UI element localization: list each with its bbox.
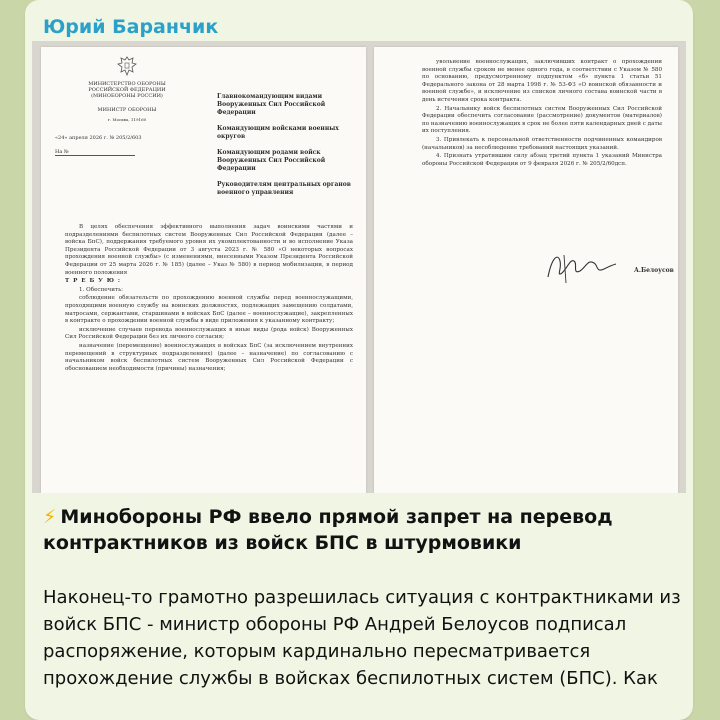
document-page-1 [41,47,366,493]
command-heading: Т Р Е Б У Ю : [65,278,121,285]
minister-title: МИНИСТР ОБОРОНЫ [97,107,157,113]
paragraph: увольнение военнослужащих, заключивших контракт о прохождении военной службы сроком не менее одного года, в соответствии с Указом № 580 по основанию, предусмотренному подпунктом «б» пункта 1 статьи 51 Федерального закона от 28 марта 1998 г. № 53-ФЗ «О воинской обязанности и военной службе», и исключение из списков личного состава воинской части в день истечения срока контракта. [422,59,662,103]
ministry-name: МИНИСТЕРСТВО ОБОРОНЫ РОССИЙСКОЙ ФЕДЕРАЦИИ (МИНОБОРОНЫ РОССИИ) [88,81,166,99]
message-bubble [25,0,693,720]
paragraph: 3. Привлекать к персональной ответственности подчиненных командиров (начальников) за несоблюдение требований настоящих указаний. [422,136,662,151]
paragraph: назначение (перемещение) военнослужащих в войсках БпС (за исключением внутренних перемещений в структурных подразделениях) (далее – назначение) по согласованию с начальником войск беспилотных систем Вооруженных Сил Российской Федерации с обоснованием необходимости (причины) назначения; [65,342,353,372]
post-headline [43,504,673,556]
lightning-icon: ⚡ [43,506,57,528]
document-body-right [422,59,662,169]
headline-text: Минобороны РФ ввело прямой запрет на перевод контрактников из войск БПС в штурмовики [43,506,613,554]
addressee: Главнокомандующим видами Вооруженных Сил Российской Федерации [217,93,326,116]
signer-name: А.Белоусов [634,267,674,274]
document-date-number: «24» апреля 2026 г. № 205/2/603 [55,135,142,141]
addressee: Командующим родами войск Вооруженных Сил Российской Федерации [217,149,326,172]
item-heading: 1. Обеспечить: [79,286,124,293]
post-body: Наконец-то грамотно разрешилась ситуация с контрактниками из войск БПС - министр обороны РФ Андрей Белоусов подписал распоряжение, которым кардинально пересматривается прохождение службы в войсках беспилотных систем (БПС). Как [43,587,681,689]
intro-paragraph: В целях обеспечения эффективного выполнения задач воинскими частями и подразделениями беспилотных систем Вооруженных Сил Российской Федерации (далее – войска БпС), поддержания требуемого уровня их укомплектованности и во исполнение Указа Президента Российской Федерации от 3 августа 2023 г. № 580 «О некоторых вопросах прохождения военной службы» (с изменениями, внесенными Указом Президента Российской Федерации от 25 марта 2026 г. № 185) (далее – Указ № 580) в период мобилизации, в период военного положения [65,224,353,276]
paragraph: исключение случаев перевода военнослужащих в иные виды (рода войск) Вооруженных Сил Российской Федерации без их личного согласия; [65,326,353,341]
paragraph: соблюдение обязательств по прохождению военной службы перед военнослужащими, проходящими военную службу на воинских должностях, подлежащих замещению солдатами, матросами, сержантами, старшинами в войсках БпС (далее – военнослужащие), закрепленных в контракте о прохождении военной службы в виде приложения к указанному контракту; [65,295,353,325]
eagle-emblem-icon [117,55,137,77]
paragraph: 2. Начальнику войск беспилотных систем Вооруженных Сил Российской Федерации обеспечить согласование (рассмотрение) документов (материалов) по назначению военнослужащих в срок не более пяти календарных дней с даты их поступления. [422,105,662,135]
addressee: Командующим войсками военных округов [217,125,339,140]
document-page-2 [374,47,678,493]
channel-name[interactable]: Юрий Баранчик [43,16,219,38]
document-body-left [65,224,353,374]
signature-icon [542,247,622,287]
paragraph: 4. Признать утратившим силу абзац третий пункта 1 указаний Министра обороны Российской Федерации от 9 февраля 2026 г. № 205/2/60дсп. [422,153,662,167]
reference-number: На № [55,149,135,156]
addressee-list [217,93,357,205]
document-photo[interactable] [32,41,686,493]
ministry-address: г. Москва, 119160 [107,117,147,122]
addressee: Руководителям центральных органов военного управления [217,181,351,196]
